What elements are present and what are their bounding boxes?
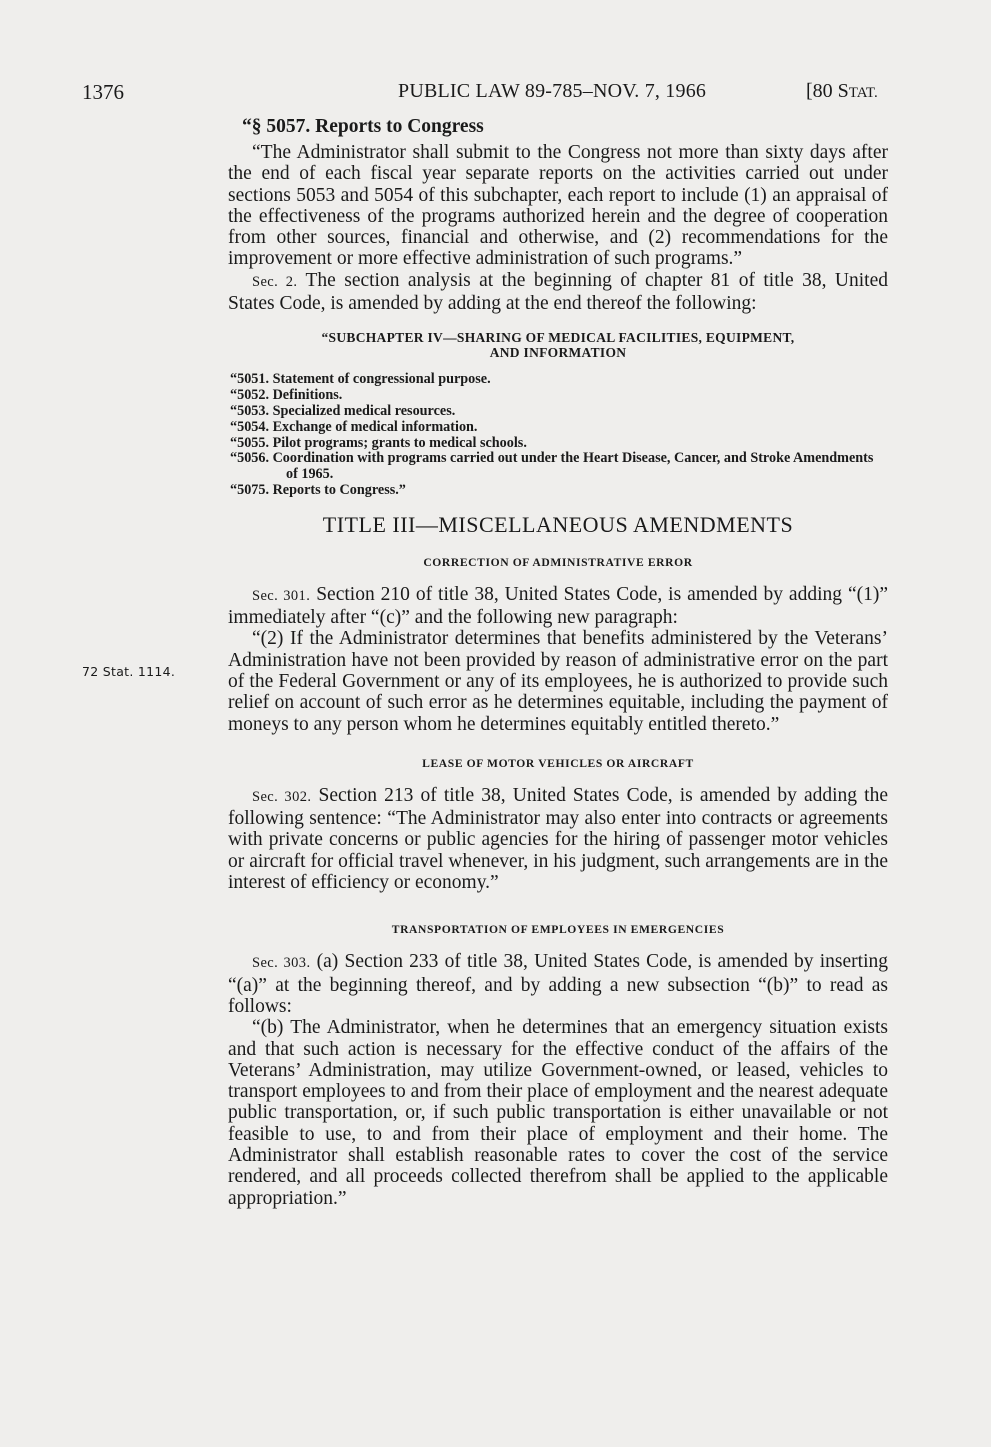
- subchapter-heading-line1: “SUBCHAPTER IV—SHARING OF MEDICAL FACILITIES, EQUIPMENT,: [321, 330, 795, 346]
- volume-reference: [806, 80, 878, 103]
- title-iii-heading: TITLE III—MISCELLANEOUS AMENDMENTS: [322, 511, 794, 537]
- sec301-text: Section 210 of title 38, United States Code, is amended by adding “(1)” immediately after “(c)” and the following new paragraph:: [228, 583, 888, 629]
- section-analysis-list: [228, 372, 888, 498]
- toc-item: “5075. Reports to Congress.”: [230, 481, 406, 498]
- sec303-text: (a) Section 233 of title 38, United States Code, is amended by inserting “(a)” at the beginning thereof, and by adding a new subsection “(b)” to read as follows:: [228, 951, 888, 1017]
- sec303-quote: “(b) The Administrator, when he determines that an emergency situation exists and that such action is necessary for the effective conduct of the affairs of the Veterans’ Administration, may utilize Government-owned, or leased, vehicles to transport employees to and from their place of employment and the nearest adequate public transportation, or, if such public transportation is either unavailable or not feasible to use, to and from their place of employment and their home. The Administrator shall establish reasonable rates to cover the cost of the service rendered, and all proceeds collected therefrom shall be applied to the applicable appropriation.”: [228, 1017, 888, 1209]
- sec302-label: Sec. 302.: [252, 788, 312, 805]
- section-5057-paragraph: “The Administrator shall submit to the Congress not more than sixty days after the end of each fiscal year separate reports on the activities carried out under sections 5053 and 5054 of this subchapter, each report to include (1) an appraisal of the effectiveness of the programs authorized herein and the degree of cooperation from other sources, financial and otherwise, and (2) recommendations for the improvement or more effective administration of such programs.”: [228, 142, 888, 270]
- margin-citation-note: 72 Stat. 1114.: [82, 664, 176, 679]
- sec303-paragraph: [228, 951, 888, 1017]
- toc-item: “5054. Exchange of medical information.: [230, 418, 478, 435]
- sec301-quote: “(2) If the Administrator determines that benefits administered by the Veterans’ Administration have not been provided by reason of administrative error on the part of the Federal Government or any of its employees, he is authorized to provide such relief on account of such error as he determines equitable, including the payment of moneys to any person whom he determines equitably entitled thereto.”: [228, 628, 888, 735]
- toc-item: “5055. Pilot programs; grants to medical schools.: [230, 434, 527, 451]
- toc-item: “5052. Definitions.: [230, 387, 343, 404]
- sec303-heading: TRANSPORTATION OF EMPLOYEES IN EMERGENCIES: [391, 923, 725, 937]
- sec303-label: Sec. 303.: [252, 955, 311, 972]
- toc-item: “5056. Coordination with programs carried out under the Heart Disease, Cancer, and Stroke Amendments of 1965.: [230, 450, 874, 483]
- sec301-paragraph: [228, 584, 888, 629]
- toc-item: “5053. Specialized medical resources.: [230, 402, 456, 419]
- sec2-paragraph: [228, 270, 888, 315]
- sec301-heading: CORRECTION OF ADMINISTRATIVE ERROR: [423, 555, 693, 569]
- page-header: [0, 80, 991, 110]
- sec302-paragraph: [228, 785, 888, 893]
- subchapter-heading-line2: AND INFORMATION: [489, 345, 627, 361]
- volume-ref-smallcaps: TAT.: [848, 85, 878, 101]
- sec2-label: Sec. 2.: [252, 273, 298, 290]
- subchapter-heading: [232, 330, 884, 360]
- volume-ref-prefix: [80 S: [806, 80, 849, 102]
- sec302-text: Section 213 of title 38, United States Code, is amended by adding the following sentence: “The Administrator may also enter into contracts or agreements with private concerns or public agencies for the hiring of passenger motor vehicles or aircraft for official travel whenever, in his judgment, such arrangements are in the interest of efficiency or economy.”: [228, 784, 888, 894]
- document-body: [228, 116, 888, 1209]
- sec302-heading: LEASE OF MOTOR VEHICLES OR AIRCRAFT: [422, 756, 694, 770]
- running-head: PUBLIC LAW 89-785–NOV. 7, 1966: [398, 80, 707, 102]
- page-number: 1376: [82, 80, 124, 104]
- sec301-label: Sec. 301.: [252, 587, 311, 604]
- sec2-text: The section analysis at the beginning of chapter 81 of title 38, United States Code, is amended by adding at the end thereof the following:: [228, 269, 888, 315]
- toc-item: “5051. Statement of congressional purpose.: [230, 371, 491, 388]
- section-5057-heading: “§ 5057. Reports to Congress: [242, 116, 484, 137]
